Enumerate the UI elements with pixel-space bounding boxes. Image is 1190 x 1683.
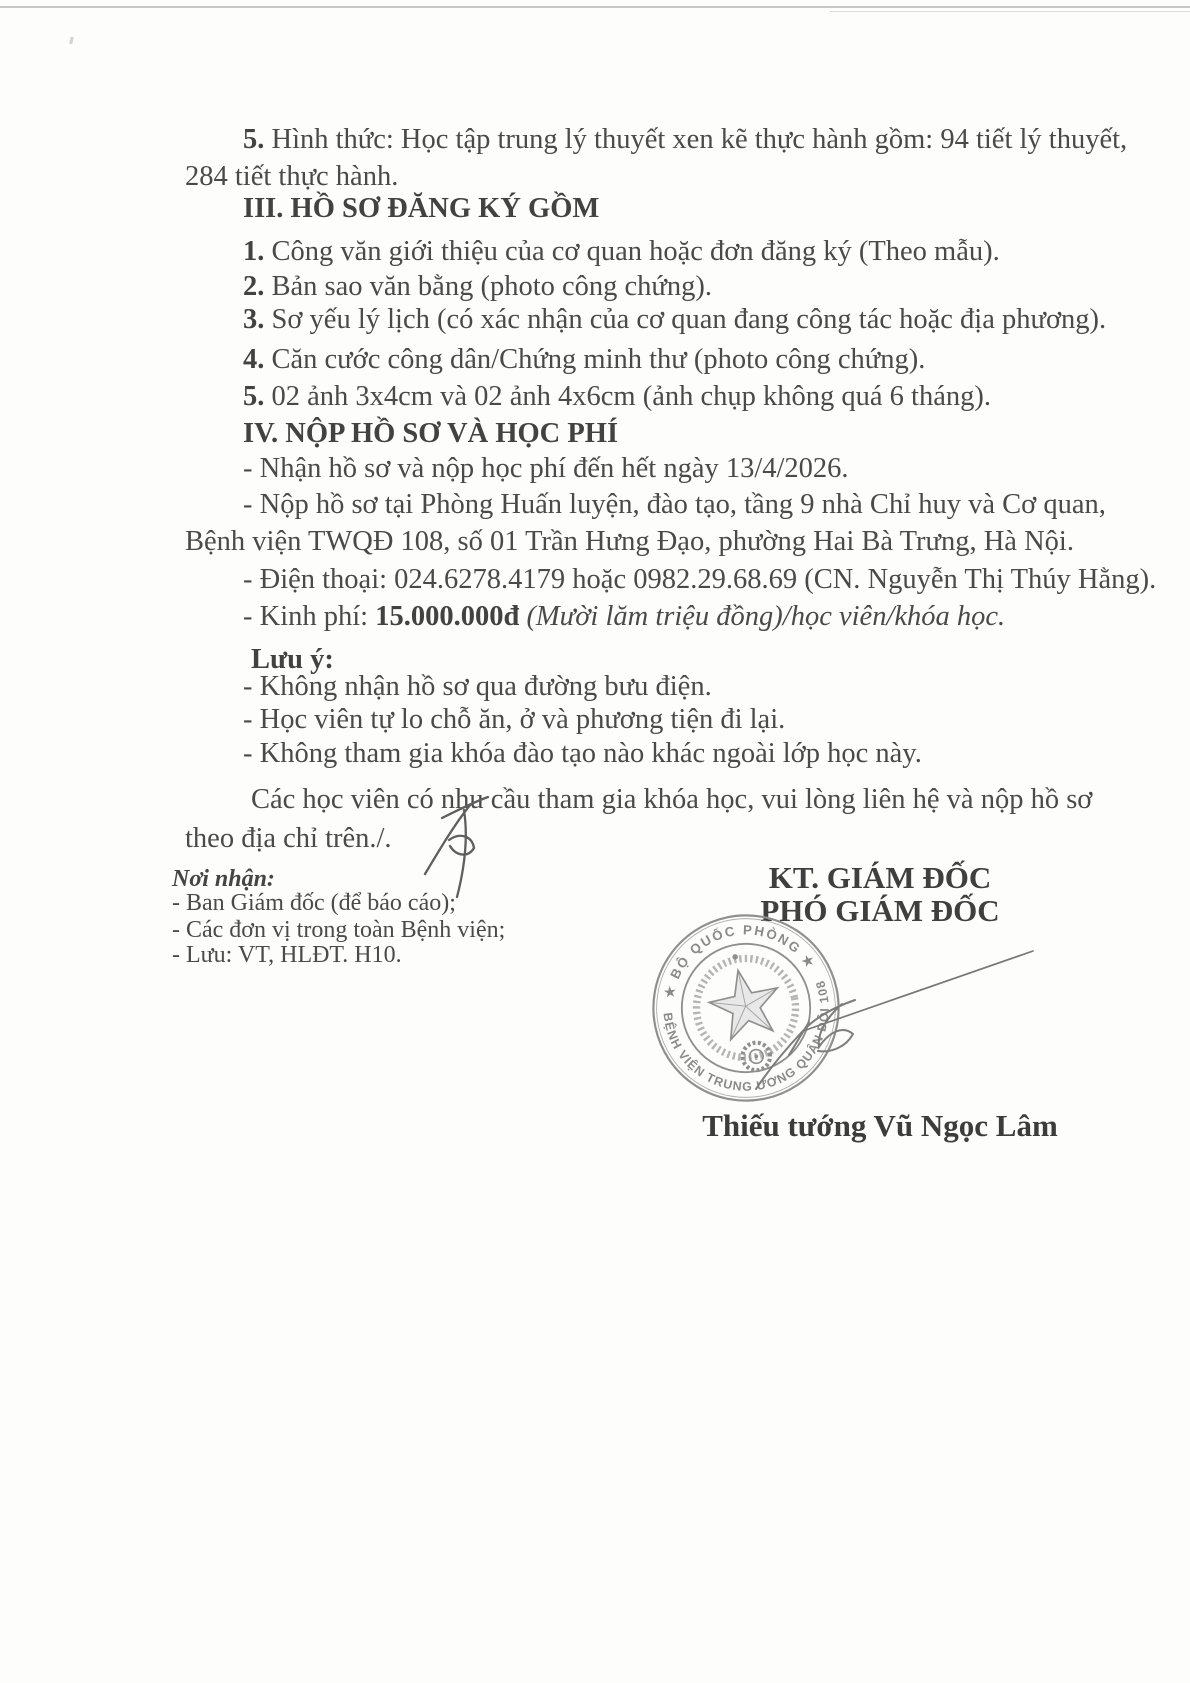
- recipient-item: - Lưu: VT, HLĐT. H10.: [172, 942, 402, 968]
- item-text: Căn cước công dân/Chứng minh thư (photo công chứng).: [264, 344, 926, 375]
- signer-title-deputy: PHÓ GIÁM ĐỐC: [760, 893, 1000, 928]
- item-number: 2.: [243, 271, 265, 302]
- section-3-item: [185, 303, 1123, 337]
- notes-heading: Lưu ý:: [251, 644, 334, 675]
- seal-bottom-arc-text: BỆNH VIỆN TRUNG ƯƠNG QUÂN ĐỘI 108: [660, 978, 832, 1094]
- phone-line: - Điện thoại: 024.6278.4179 hoặc 0982.29.68.69 (CN. Nguyễn Thị Thúy Hằng).: [243, 564, 1157, 595]
- seal-top-arc-text: ★ BỘ QUỐC PHÒNG ★: [661, 922, 819, 1000]
- closing-line-1: Các học viên có nhu cầu tham gia khóa học, vui lòng liên hệ và nộp hồ sơ: [251, 784, 1093, 815]
- signer-name: Thiếu tướng Vũ Ngọc Lâm: [702, 1108, 1058, 1143]
- section-3-item: [185, 343, 1123, 377]
- section-3-heading: III. HỒ SƠ ĐĂNG KÝ GỒM: [243, 193, 600, 224]
- paragraph-hinh-thuc-cont: 284 tiết thực hành.: [185, 161, 399, 192]
- item-text: 02 ảnh 3x4cm và 02 ảnh 4x6cm (ảnh chụp không quá 6 tháng).: [264, 381, 991, 412]
- item-text: Bản sao văn bằng (photo công chứng).: [264, 271, 712, 302]
- section-3-item: [185, 380, 1123, 414]
- section-4-heading: IV. NỘP HỒ SƠ VÀ HỌC PHÍ: [243, 418, 619, 449]
- section-3-item: [185, 270, 1123, 304]
- item-number: 3.: [243, 304, 265, 335]
- recipient-item: - Ban Giám đốc (để báo cáo);: [172, 890, 456, 916]
- deadline-line: - Nhận hồ sơ và nộp học phí đến hết ngày 13/4/2026.: [243, 453, 849, 484]
- note-item: - Không nhận hồ sơ qua đường bưu điện.: [243, 671, 712, 702]
- fee-label: - Kinh phí:: [243, 601, 376, 632]
- recipient-item: - Các đơn vị trong toàn Bệnh viện;: [172, 917, 506, 943]
- fee-amount: 15.000.000đ: [375, 601, 520, 632]
- closing-line-2: theo địa chỉ trên./.: [185, 823, 392, 854]
- recipients-heading: Nơi nhận:: [172, 866, 275, 892]
- item-text: Hình thức: Học tập trung lý thuyết xen kẽ thực hành gồm: 94 tiết lý thuyết,: [264, 124, 1128, 155]
- official-seal-stamp: [616, 878, 877, 1139]
- item-text: Sơ yếu lý lịch (có xác nhận của cơ quan đang công tác hoặc địa phương).: [264, 304, 1107, 335]
- paragraph-hinh-thuc: [185, 123, 1128, 157]
- submit-address-line-2: Bệnh viện TWQĐ 108, số 01 Trần Hưng Đạo, phường Hai Bà Trưng, Hà Nội.: [185, 526, 1074, 557]
- item-number: 1.: [243, 236, 265, 267]
- scan-artifact-top-line: [0, 6, 1190, 8]
- submit-address-line-1: - Nộp hồ sơ tại Phòng Huấn luyện, đào tạo, tầng 9 nhà Chỉ huy và Cơ quan,: [243, 489, 1106, 520]
- fee-line: [185, 600, 1123, 634]
- item-number: 5.: [243, 381, 265, 412]
- item-number: 4.: [243, 344, 265, 375]
- fee-amount-words: (Mười lăm triệu đồng)/học viên/khóa học.: [519, 601, 1006, 632]
- item-number: 5.: [243, 124, 265, 155]
- item-text: Công văn giới thiệu của cơ quan hoặc đơn đăng ký (Theo mẫu).: [264, 236, 1000, 267]
- signer-title-acting: KT. GIÁM ĐỐC: [768, 860, 992, 895]
- note-item: - Học viên tự lo chỗ ăn, ở và phương tiện đi lại.: [243, 704, 786, 735]
- seal-top-dot: [732, 954, 739, 961]
- scan-artifact-top-line-2: [830, 11, 1190, 12]
- scan-artifact-speck: [69, 37, 73, 44]
- note-item: - Không tham gia khóa đào tạo nào khác ngoài lớp học này.: [243, 738, 922, 769]
- section-3-item: [185, 235, 1123, 269]
